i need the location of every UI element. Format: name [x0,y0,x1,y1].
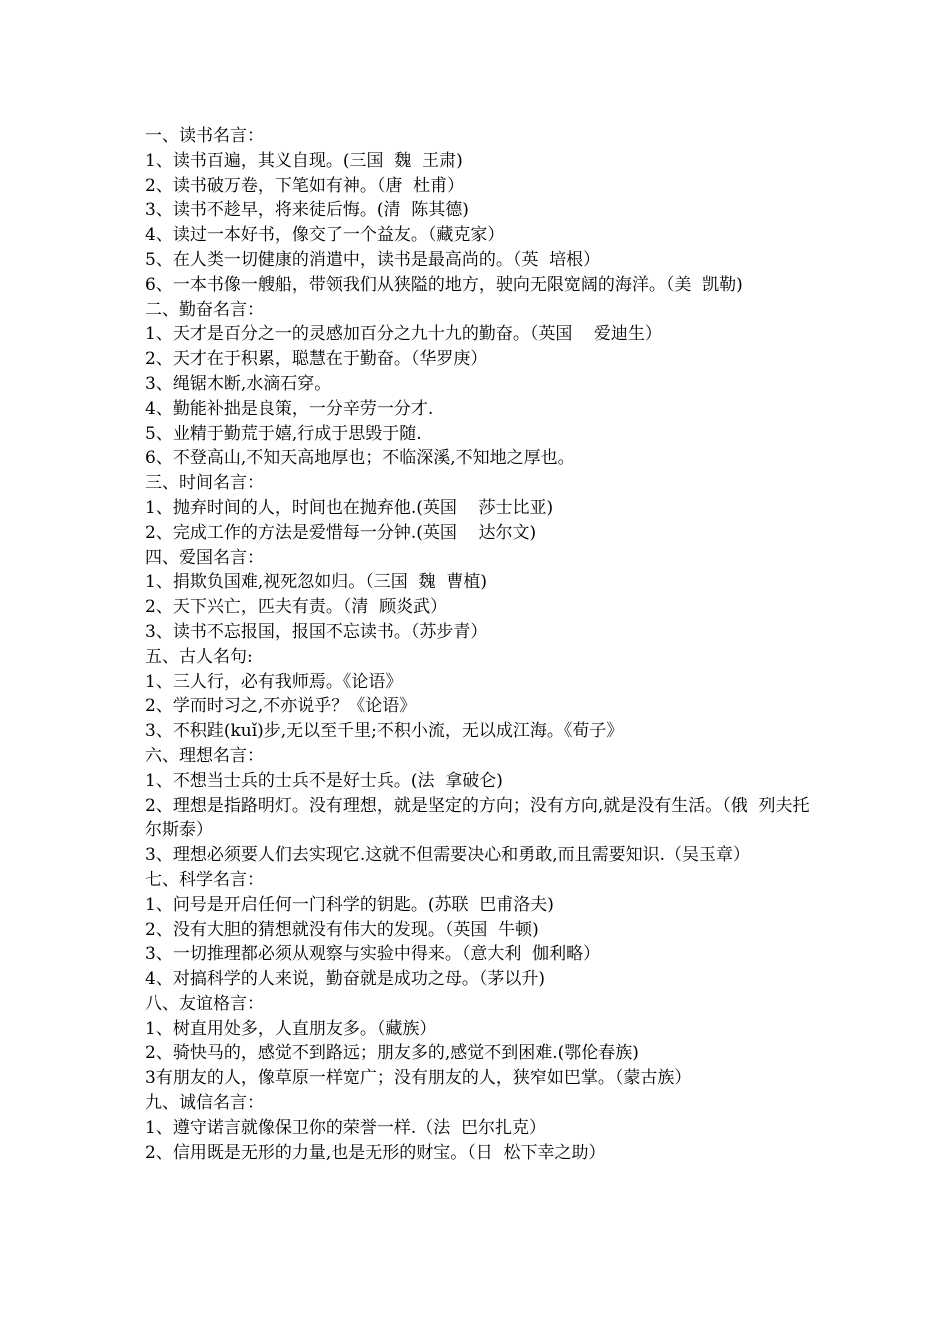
section-heading: 三、时间名言： [145,473,264,494]
quote-item: 1、问号是开启任何一门科学的钥匙。(苏联 巴甫洛夫) [145,894,554,915]
quote-item: 2、理想是指路明灯。没有理想，就是坚定的方向；没有方向,就是没有生活。（俄 列夫托尔斯泰） [145,795,810,841]
quote-item: 1、捐欺负国难,视死忽如归。（三国 魏 曹植) [145,572,487,593]
quote-item: 2、骑快马的，感觉不到路远；朋友多的,感觉不到困难.(鄂伦春族) [145,1043,639,1064]
quote-item: 1、遵守诺言就像保卫你的荣誉一样.（法 巴尔扎克） [145,1117,547,1138]
section-heading: 八、友谊格言： [145,993,264,1014]
quote-item: 3、绳锯木断,水滴石穿。 [145,373,332,394]
section-heading: 七、科学名言： [145,869,264,890]
quote-item: 6、不登高山,不知天高地厚也；不临深溪,不知地之厚也。 [145,448,575,469]
quote-item: 3有朋友的人，像草原一样宽广；没有朋友的人，狭窄如巴掌。（蒙古族） [145,1068,692,1089]
section-heading: 六、理想名言： [145,745,264,766]
quote-item: 3、一切推理都必须从观察与实验中得来。（意大利 伽利略） [145,944,601,965]
section-heading: 五、古人名句: [145,646,253,667]
quote-item: 3、不积跬(kuǐ)步,无以至千里;不积小流，无以成江海。《荀子》 [145,721,624,742]
quote-item: 3、读书不趁早，将来徒后悔。(清 陈其德) [145,200,469,221]
quote-item: 1、天才是百分之一的灵感加百分之九十九的勤奋。（英国 爱迪生） [145,324,662,345]
quotes-list [145,124,815,1165]
section-heading: 四、爱国名言： [145,547,264,568]
quote-item: 2、学而时习之,不亦说乎？《论语》 [145,696,417,717]
quote-item: 4、对搞科学的人来说，勤奋就是成功之母。（茅以升) [145,969,545,990]
quote-item: 1、三人行，必有我师焉。《论语》 [145,671,403,692]
quote-item: 2、完成工作的方法是爱惜每一分钟.(英国 达尔文) [145,522,537,543]
quote-item: 2、天下兴亡，匹夫有责。（清 顾炎武） [145,597,448,618]
quote-item: 2、没有大胆的猜想就没有伟大的发现。（英国 牛顿) [145,919,539,940]
quote-item: 1、抛弃时间的人，时间也在抛弃他.(英国 莎士比亚) [145,497,554,518]
section-heading: 二、勤奋名言： [145,299,264,320]
quote-item: 6、一本书像一艘船，带领我们从狭隘的地方，驶向无限宽阔的海洋。（美 凯勒) [145,274,743,295]
quote-item: 4、勤能补拙是良策，一分辛劳一分才. [145,398,434,419]
quote-item: 2、读书破万卷，下笔如有神。（唐 杜甫） [145,175,465,196]
quote-item: 4、读过一本好书，像交了一个益友。（藏克家） [145,225,505,246]
quote-item: 1、不想当士兵的士兵不是好士兵。(法 拿破仑) [145,770,503,791]
quote-item: 2、信用既是无形的力量,也是无形的财宝。（日 松下幸之助） [145,1142,606,1163]
quote-item: 5、在人类一切健康的消遣中，读书是最高尚的。（英 培根） [145,249,601,270]
section-heading: 九、诚信名言： [145,1093,264,1114]
section-heading: 一、读书名言： [145,126,264,146]
quote-item: 5、业精于勤荒于嬉,行成于思毁于随. [145,423,422,444]
quote-item: 3、读书不忘报国，报国不忘读书。（苏步青） [145,621,488,642]
quote-item: 1、读书百遍，其义自现。(三国 魏 王肃) [145,150,463,171]
quote-item: 2、天才在于积累，聪慧在于勤奋。（华罗庚） [145,349,488,370]
quote-item: 1、树直用处多，人直朋友多。（藏族） [145,1018,437,1039]
quote-item: 3、理想必须要人们去实现它.这就不但需要决心和勇敢,而且需要知识.（吴玉章） [145,845,751,866]
